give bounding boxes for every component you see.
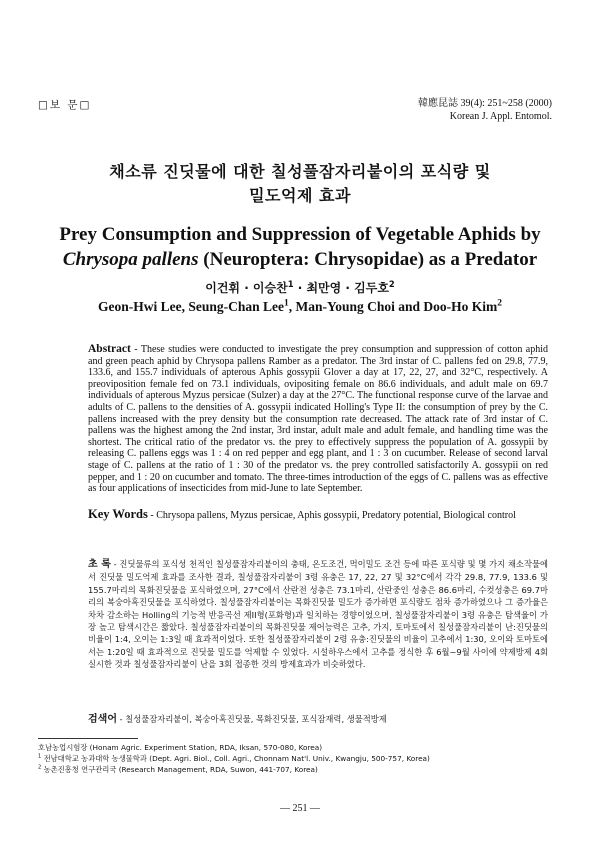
korean-abstract-label: 초 록 bbox=[88, 559, 111, 570]
korean-keywords-label: 검색어 bbox=[88, 714, 117, 725]
english-authors bbox=[0, 299, 600, 315]
en-affil-sup1: 1 bbox=[284, 298, 289, 309]
footnote-1-sup: 1 bbox=[38, 753, 42, 760]
abstract-text: - These studies were conducted to investigate the prey consumption and suppression of cotton aphid and green peach aphid by Chrysopa pallens Ramber as a predator. The 3rd instar of C. pallens fed on 29.8, 77.9, 133.6, and 155.7 individuals of apterous Aphis gossypii Glover a day at 17, 22, 27, and 32°C, respectively. A preoviposition female fed on 73.1 individuals, ovipositing female on 86.6 individuals, and adult male on 69.7 individuals of apterous Myzus persicae (Sulzer) a day at the 27°C. The functional response curve of the larvae and adults of C. pallens to the densities of A. gossypii indicated Holling's Type II: the consumption of prey by the C. pallens increased with the prey density but the consumption rate decreased. The attack rate of 3rd instar of C. pallens was the highest among the 2nd instar, 3rd instar, adult male and adult female, and handling time was the shortest. The critical ratio of the predator vs. the prey to effectively suppress the population of A. gossypii by releasing C. pallens eggs was 1 : 4 on red pepper and egg plant, and 1 : 3 on cucumber. Release of second larval stage of C. pallens at the ratio of 1 : 30 of the predator vs. the prey controlled satisfactorily A. gossypii on red pepper, and 1 : 20 on cucumber and tomato. The three-times introduction of the eggs of C. pallens was as effective as four applications of insecticides from mid-June to late September. bbox=[88, 344, 548, 495]
footnote-0-text: 호남농업시험장 (Honam Agric. Experiment Station, RDA, Iksan, 570-080, Korea) bbox=[38, 743, 323, 752]
english-title-line2-rest: (Neuroptera: Chrysopidae) as a Predator bbox=[198, 249, 538, 270]
ko-author-part2: · 최만영 · 김두호 bbox=[293, 281, 389, 295]
ko-affil-sup1: 1 bbox=[287, 279, 294, 289]
english-title-line1: Prey Consumption and Suppression of Vegetable Aphids by bbox=[59, 224, 541, 245]
english-title-line2 bbox=[40, 247, 560, 272]
footnote-divider bbox=[38, 738, 138, 739]
keywords-label: Key Words bbox=[88, 507, 148, 521]
ko-affil-sup2: 2 bbox=[388, 279, 395, 289]
footnote-affiliation-1 bbox=[38, 754, 558, 764]
footnote-2-sup: 2 bbox=[38, 764, 42, 771]
section-label: □보 문□ bbox=[38, 99, 92, 111]
english-title bbox=[40, 222, 560, 272]
korean-title-line2: 밀도억제 효과 bbox=[249, 186, 351, 205]
keywords bbox=[88, 508, 548, 522]
en-author-part2: , Man-Young Choi and Doo-Ho Kim bbox=[288, 299, 498, 314]
korean-abstract bbox=[88, 558, 548, 671]
korean-authors bbox=[0, 279, 600, 296]
footnote-1-text: 전남대학교 농과대학 농생물학과 (Dept. Agri. Biol., Coll. Agri., Chonnam Nat'l. Univ., Kwangju, 500-757, Korea) bbox=[41, 754, 430, 763]
korean-title-line1: 채소류 진딧물에 대한 칠성풀잠자리붙이의 포식량 및 bbox=[109, 162, 491, 181]
journal-citation bbox=[418, 97, 552, 123]
journal-ko-line: 韓應昆誌 39(4): 251~258 (2000) bbox=[417, 98, 552, 109]
ko-author-part1: 이건휘 · 이승찬 bbox=[205, 281, 288, 295]
footnote-2-text: 농촌진흥청 연구관리국 (Research Management, RDA, Suwon, 441-707, Korea) bbox=[41, 765, 318, 774]
abstract bbox=[88, 344, 548, 495]
en-affil-sup2: 2 bbox=[497, 298, 502, 309]
keywords-text: - Chrysopa pallens, Myzus persicae, Aphis gossypii, Predatory potential, Biological control bbox=[147, 510, 516, 521]
footnote-affiliation-2 bbox=[38, 765, 558, 775]
abstract-label: Abstract bbox=[88, 343, 131, 355]
journal-en-line: Korean J. Appl. Entomol. bbox=[449, 111, 552, 122]
korean-abstract-text: - 진딧물류의 포식성 천적인 칠성풀잠자리붙이의 충태, 온도조건, 먹이밀도 조건 등에 따른 포식량 및 몇 가지 채소작물에서 진딧물 밀도억제 효과를 조사한 결과, 칠성풀잠자리붙이 3령 유충은 17, 22, 27 및 32°C에서 각각 29.8, 77.9, 133.6 및 155.7마리의 목화진딧물을 포식하였으며, 27°C에서 산란전 성충은 73.1마리, 산란중인 성충은 86.6마리, 수컷성충은 69.7마리의 복숭아혹진딧물을 포식하였다. 칠성풀잠자리붙이는 목화진딧물 밀도가 증가하면 포식량도 점차 증가하였으나 그 증가율은 차차 감소하는 Holling의 기능적 반응곡선 제II형(포화형)과 일치하는 경향이었으며, 칠성풀잠자리붙이 3령 유충은 탐색율이 가장 높고 탐색시간은 짧았다. 칠성풀잠자리붙이의 목화진딧물 제어능력은 고추, 가지, 토마토에서 칠성풀잠자리붙이 난:진딧물의 비율이 1:4, 오이는 1:3일 때 효과적이었다. 또한 칠성풀잠자리붙이 2령 유충:진딧물의 비율이 고추에서 1:30, 오이와 토마토에서는 1:20일 때 효과적으로 진딧물 밀도를 억제할 수 있었다. 시설하우스에서 고추를 정식한 후 6월~9월 사이에 약제방제 4회 실시한 것과 칠성풀잠자리붙이 난을 3회 접종한 것의 방제효과가 비슷하였다. bbox=[88, 559, 548, 670]
korean-keywords bbox=[88, 710, 548, 725]
korean-keywords-text: - 칠성풀잠자리붙이, 복숭아혹진딧물, 목화진딧물, 포식잠재력, 생물적방제 bbox=[116, 714, 387, 724]
korean-title bbox=[0, 160, 600, 208]
footnote-affiliation-0 bbox=[38, 743, 558, 753]
page-number: — 251 — bbox=[280, 803, 320, 814]
species-name: Chrysopa pallens bbox=[62, 249, 199, 270]
en-author-part1: Geon-Hwi Lee, Seung-Chan Lee bbox=[98, 299, 285, 314]
